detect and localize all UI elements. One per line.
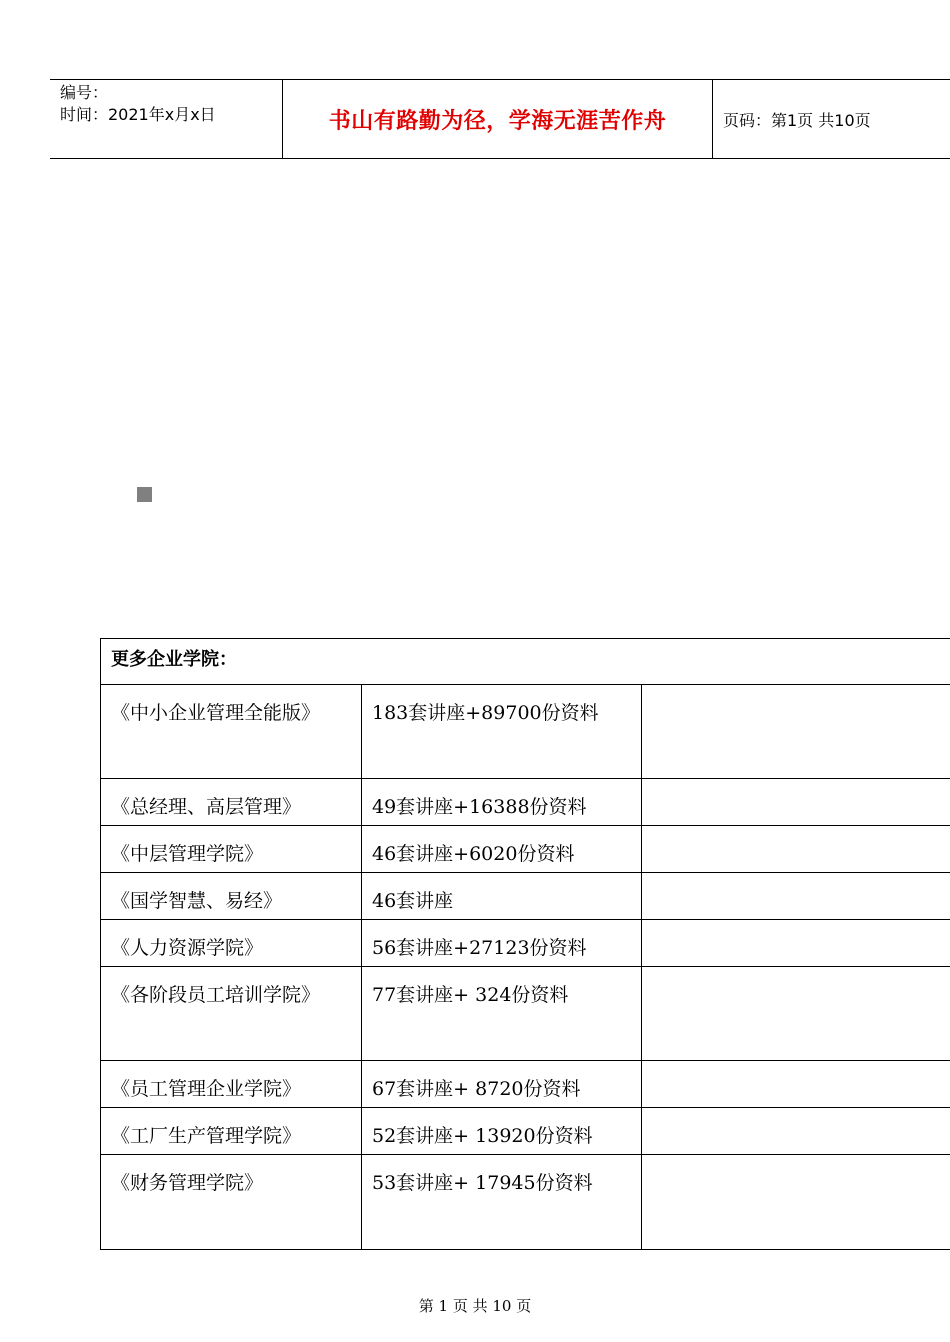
table-row — [101, 873, 950, 920]
document-header — [50, 79, 950, 159]
empty-cell — [642, 967, 950, 1060]
number-label: 编号： — [60, 83, 109, 102]
course-resources: 46套讲座 — [362, 873, 642, 919]
empty-cell — [642, 685, 950, 778]
page-footer: 第 1 页 共 10 页 — [418, 1297, 532, 1315]
empty-cell — [642, 826, 950, 872]
courses-table — [100, 638, 950, 1250]
course-name: 《人力资源学院》 — [101, 920, 362, 966]
empty-cell — [642, 1061, 950, 1107]
course-resources: 67套讲座+ 8720份资料 — [362, 1061, 642, 1107]
course-name: 《员工管理企业学院》 — [101, 1061, 362, 1107]
table-row — [101, 826, 950, 873]
course-name: 《中层管理学院》 — [101, 826, 362, 872]
table-row — [101, 920, 950, 967]
course-name: 《各阶段员工培训学院》 — [101, 967, 362, 1060]
course-resources: 52套讲座+ 13920份资料 — [362, 1108, 642, 1154]
table-row — [101, 1108, 950, 1155]
empty-cell — [642, 873, 950, 919]
course-resources: 183套讲座+89700份资料 — [362, 685, 642, 778]
page-info: 页码：第1页 共10页 — [723, 110, 871, 130]
motto: 书山有路勤为径，学海无涯苦作舟 — [328, 108, 667, 134]
course-name: 《财务管理学院》 — [101, 1155, 362, 1249]
course-name: 《中小企业管理全能版》 — [101, 685, 362, 778]
course-resources: 49套讲座+16388份资料 — [362, 779, 642, 825]
empty-cell — [642, 920, 950, 966]
course-resources: 56套讲座+27123份资料 — [362, 920, 642, 966]
header-motto-cell — [282, 80, 713, 158]
empty-cell — [642, 779, 950, 825]
table-row — [101, 967, 950, 1061]
table-row — [101, 1061, 950, 1108]
empty-cell — [642, 1155, 950, 1249]
course-resources: 77套讲座+ 324份资料 — [362, 967, 642, 1060]
empty-cell — [642, 1108, 950, 1154]
time-label: 时间：2021年x月x日 — [60, 105, 216, 124]
header-meta — [50, 80, 282, 158]
course-resources: 46套讲座+6020份资料 — [362, 826, 642, 872]
square-bullet-icon — [137, 487, 152, 502]
course-name: 《总经理、高层管理》 — [101, 779, 362, 825]
courses-title: 更多企业学院： — [101, 639, 950, 685]
course-name: 《工厂生产管理学院》 — [101, 1108, 362, 1154]
header-page-cell — [713, 80, 950, 158]
course-resources: 53套讲座+ 17945份资料 — [362, 1155, 642, 1249]
table-row — [101, 1155, 950, 1249]
table-row — [101, 685, 950, 779]
course-name: 《国学智慧、易经》 — [101, 873, 362, 919]
table-row — [101, 779, 950, 826]
